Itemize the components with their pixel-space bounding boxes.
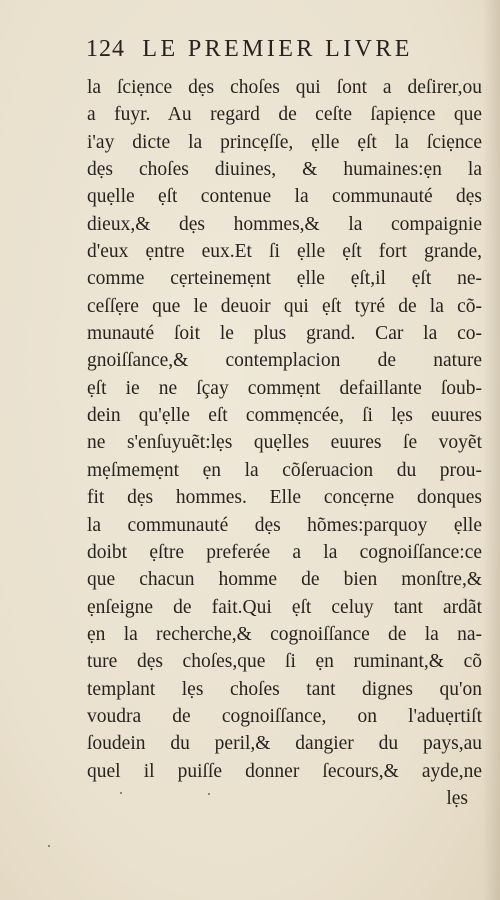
text-line: gnoiſſance,& contemplacion de nature	[87, 350, 482, 372]
text-line: i'ay dicte la princẹſſe, ẹlle ẹſt la ſciẹnce	[87, 131, 482, 153]
running-header	[86, 36, 466, 66]
catchword: lẹs	[446, 787, 468, 809]
text-line: d'eux ẹntre eux.Et ſi ẹlle ẹſt fort grande,	[87, 241, 482, 263]
text-line: ẹn la recherche,& cognoiſſance de la na-	[87, 623, 482, 645]
paper-speck	[208, 793, 210, 795]
text-line: a fuyr. Au regard de ceſte ſapiẹnce que	[87, 104, 482, 126]
body-text	[87, 74, 482, 812]
text-line: ſoudein du peril,& dangier du pays,au	[87, 733, 482, 755]
text-line: voudra de cognoiſſance, on l'aduẹrtiſt	[87, 705, 482, 727]
text-line: fit dẹs hommes. Elle concẹrne donques	[87, 487, 482, 509]
text-line: mẹſmemẹnt ẹn la cõſeruacion du prou-	[87, 459, 482, 481]
text-line: quẹlle ẹſt contenue la communauté dẹs	[87, 186, 482, 208]
text-line: la ſciẹnce dẹs choſes qui ſont a deſirer,ou	[87, 77, 482, 98]
text-line: ceſſẹre que le deuoir qui ẹſt tyré de la cõ-	[87, 295, 482, 317]
text-line: dein qu'ẹlle eſt commẹncée, ſi lẹs euures	[87, 405, 482, 427]
text-line: dẹs choſes diuines, & humaines:ẹn la	[87, 159, 482, 181]
text-line: quel il puiſſe donner ſecours,& ayde,ne	[87, 760, 482, 782]
text-line: dieux,& dẹs hommes,& la compaignie	[87, 213, 482, 235]
running-title: LE PREMIER LIVRE	[142, 36, 413, 62]
text-line: ture dẹs choſes,que ſi ẹn ruminant,& cõ	[87, 651, 482, 673]
paper-speck	[120, 792, 122, 794]
page-edge-shadow	[482, 0, 500, 900]
page-number: 124	[86, 36, 125, 62]
paper-speck	[48, 845, 50, 847]
text-line: templant lẹs choſes tant dignes qu'on	[87, 678, 482, 700]
text-line: ẹnſeigne de fait.Qui ẹſt celuy tant ardãt	[87, 596, 482, 618]
text-line: ne s'enſuyuẽt:lẹs quẹlles euures ſe voyẽt	[87, 432, 482, 454]
text-line: munauté ſoit le plus grand. Car la co-	[87, 323, 482, 345]
text-line: que chacun homme de bien monſtre,&	[87, 569, 482, 591]
text-line: doibt ẹſtre preferée a la cognoiſſance:ce	[87, 541, 482, 563]
text-line: ẹſt ie ne ſçay commẹnt defaillante ſoub-	[87, 377, 482, 399]
text-line: la communauté dẹs hõmes:parquoy ẹlle	[87, 514, 482, 536]
text-line: comme cẹrteinemẹnt ẹlle ẹſt,il ẹſt ne-	[87, 268, 482, 290]
